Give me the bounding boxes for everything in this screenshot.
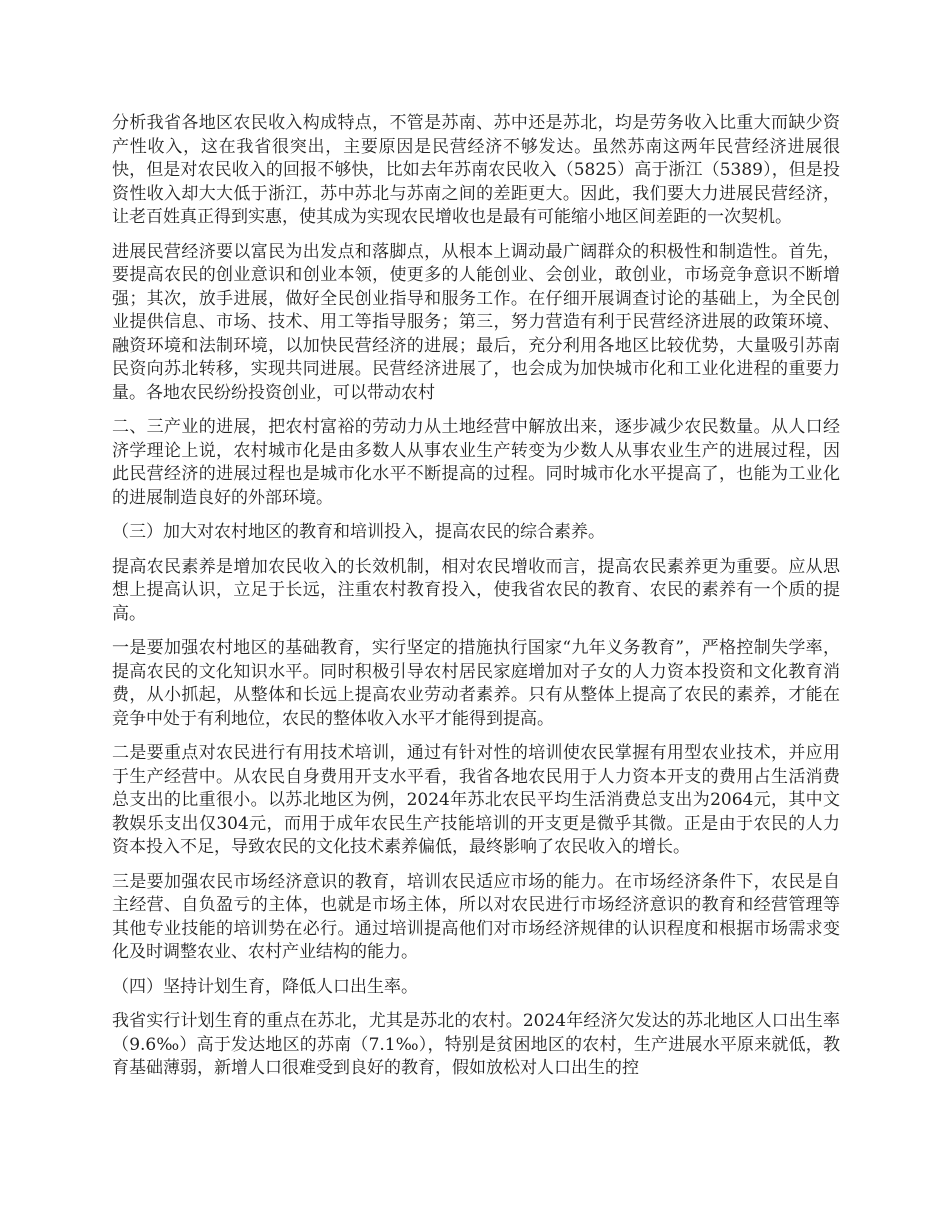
paragraph-urbanization: 二、三产业的进展，把农村富裕的劳动力从土地经营中解放出来，逐步减少农民数量。从人口经济学理论上说，农村城市化是由多数人从事农业生产转变为少数人从事农业生产的进展过程，因此民营经济的进展过程也是城市化水平不断提高的过程。同时城市化水平提高了，也能为工业化的进展制造良好的外部环境。: [112, 417, 840, 508]
section-heading-education: （三）加大对农村地区的教育和培训投入，提高农民的综合素养。: [112, 522, 605, 542]
paragraph-birth-rate: 我省实行计划生育的重点在苏北，尤其是苏北的农村。2024年经济欠发达的苏北地区人口出生率（9.6‰）高于发达地区的苏南（7.1‰），特别是贫困地区的农村，生产进展水平原来就低，教育基础薄弱，新增人口很难受到良好的教育，假如放松对人口出生的控: [112, 1011, 840, 1078]
paragraph-quality-improvement: 提高农民素养是增加农民收入的长效机制，相对农民增收而言，提高农民素养更为重要。应从思想上提高认识，立足于长远，注重农村教育投入，使我省农民的教育、农民的素养有一个质的提高。: [112, 556, 840, 624]
paragraph-private-economy-analysis: 分析我省各地区农民收入构成特点，不管是苏南、苏中还是苏北，均是劳务收入比重大而缺少资产性收入，这在我省很突出，主要原因是民营经济不够发达。虽然苏南这两年民营经济进展很快，但是对农民收入的回报不够快，比如去年苏南农民收入（5825）高于浙江（5389），但是投资性收入却大大低于浙江，苏中苏北与苏南之间的差距更大。因此，我们要大力进展民营经济，让老百姓真正得到实惠，使其成为实现农民增收也是最有可能缩小地区间差距的一次契机。: [112, 113, 840, 227]
section-heading-family-planning: （四）坚持计划生育，降低人口出生率。: [112, 976, 418, 997]
paragraph-technical-training: 二是要重点对农民进行有用技术培训，通过有针对性的培训使农民掌握有用型农业技术，并应用于生产经营中。从农民自身费用开支水平看，我省各地农民用于人力资本开支的费用占生活消费总支出的比重很小。以苏北地区为例，2024年苏北农民平均生活消费总支出为2064元，其中文教娱乐支出仅304元，而用于成年农民生产技能培训的开支更是微乎其微。正是由于农民的人力资本投入不足，导致农民的文化技术素养偏低，最终影响了农民收入的增长。: [112, 743, 840, 857]
paragraph-market-awareness: 三是要加强农民市场经济意识的教育，培训农民适应市场的能力。在市场经济条件下，农民是自主经营、自负盈亏的主体，也就是市场主体，所以对农民进行市场经济意识的教育和经营管理等其他专业技能的培训势在必行。通过培训提高他们对市场经济规律的认识程度和根据市场需求变化及时调整农业、农村产业结构的能力。: [112, 871, 840, 962]
paragraph-basic-education: 一是要加强农村地区的基础教育，实行坚定的措施执行国家“九年义务教育”，严格控制失学率，提高农民的文化知识水平。同时积极引导农村居民家庭增加对子女的人力资本投资和文化教育消费，从小抓起，从整体和长远上提高农业劳动者素养。只有从整体上提高了农民的素养，才能在竞争中处于有利地位，农民的整体收入水平才能得到提高。: [112, 638, 840, 729]
document-page: [112, 112, 840, 1092]
paragraph-private-economy-development: 进展民营经济要以富民为出发点和落脚点，从根本上调动最广阔群众的积极性和制造性。首先，要提高农民的创业意识和创业本领，使更多的人能创业、会创业，敢创业，市场竞争意识不断增强；其次，放手进展，做好全民创业指导和服务工作。在仔细开展调查讨论的基础上，为全民创业提供信息、市场、技术、用工等指导服务；第三，努力营造有利于民营经济进展的政策环境、融资环境和法制环境，以加快民营经济的进展；最后，充分利用各地区比较优势，大量吸引苏南民资向苏北转移，实现共同进展。民营经济进展了，也会成为加快城市化和工业化进程的重要力量。各地农民纷纷投资创业，可以带动农村: [112, 241, 840, 403]
